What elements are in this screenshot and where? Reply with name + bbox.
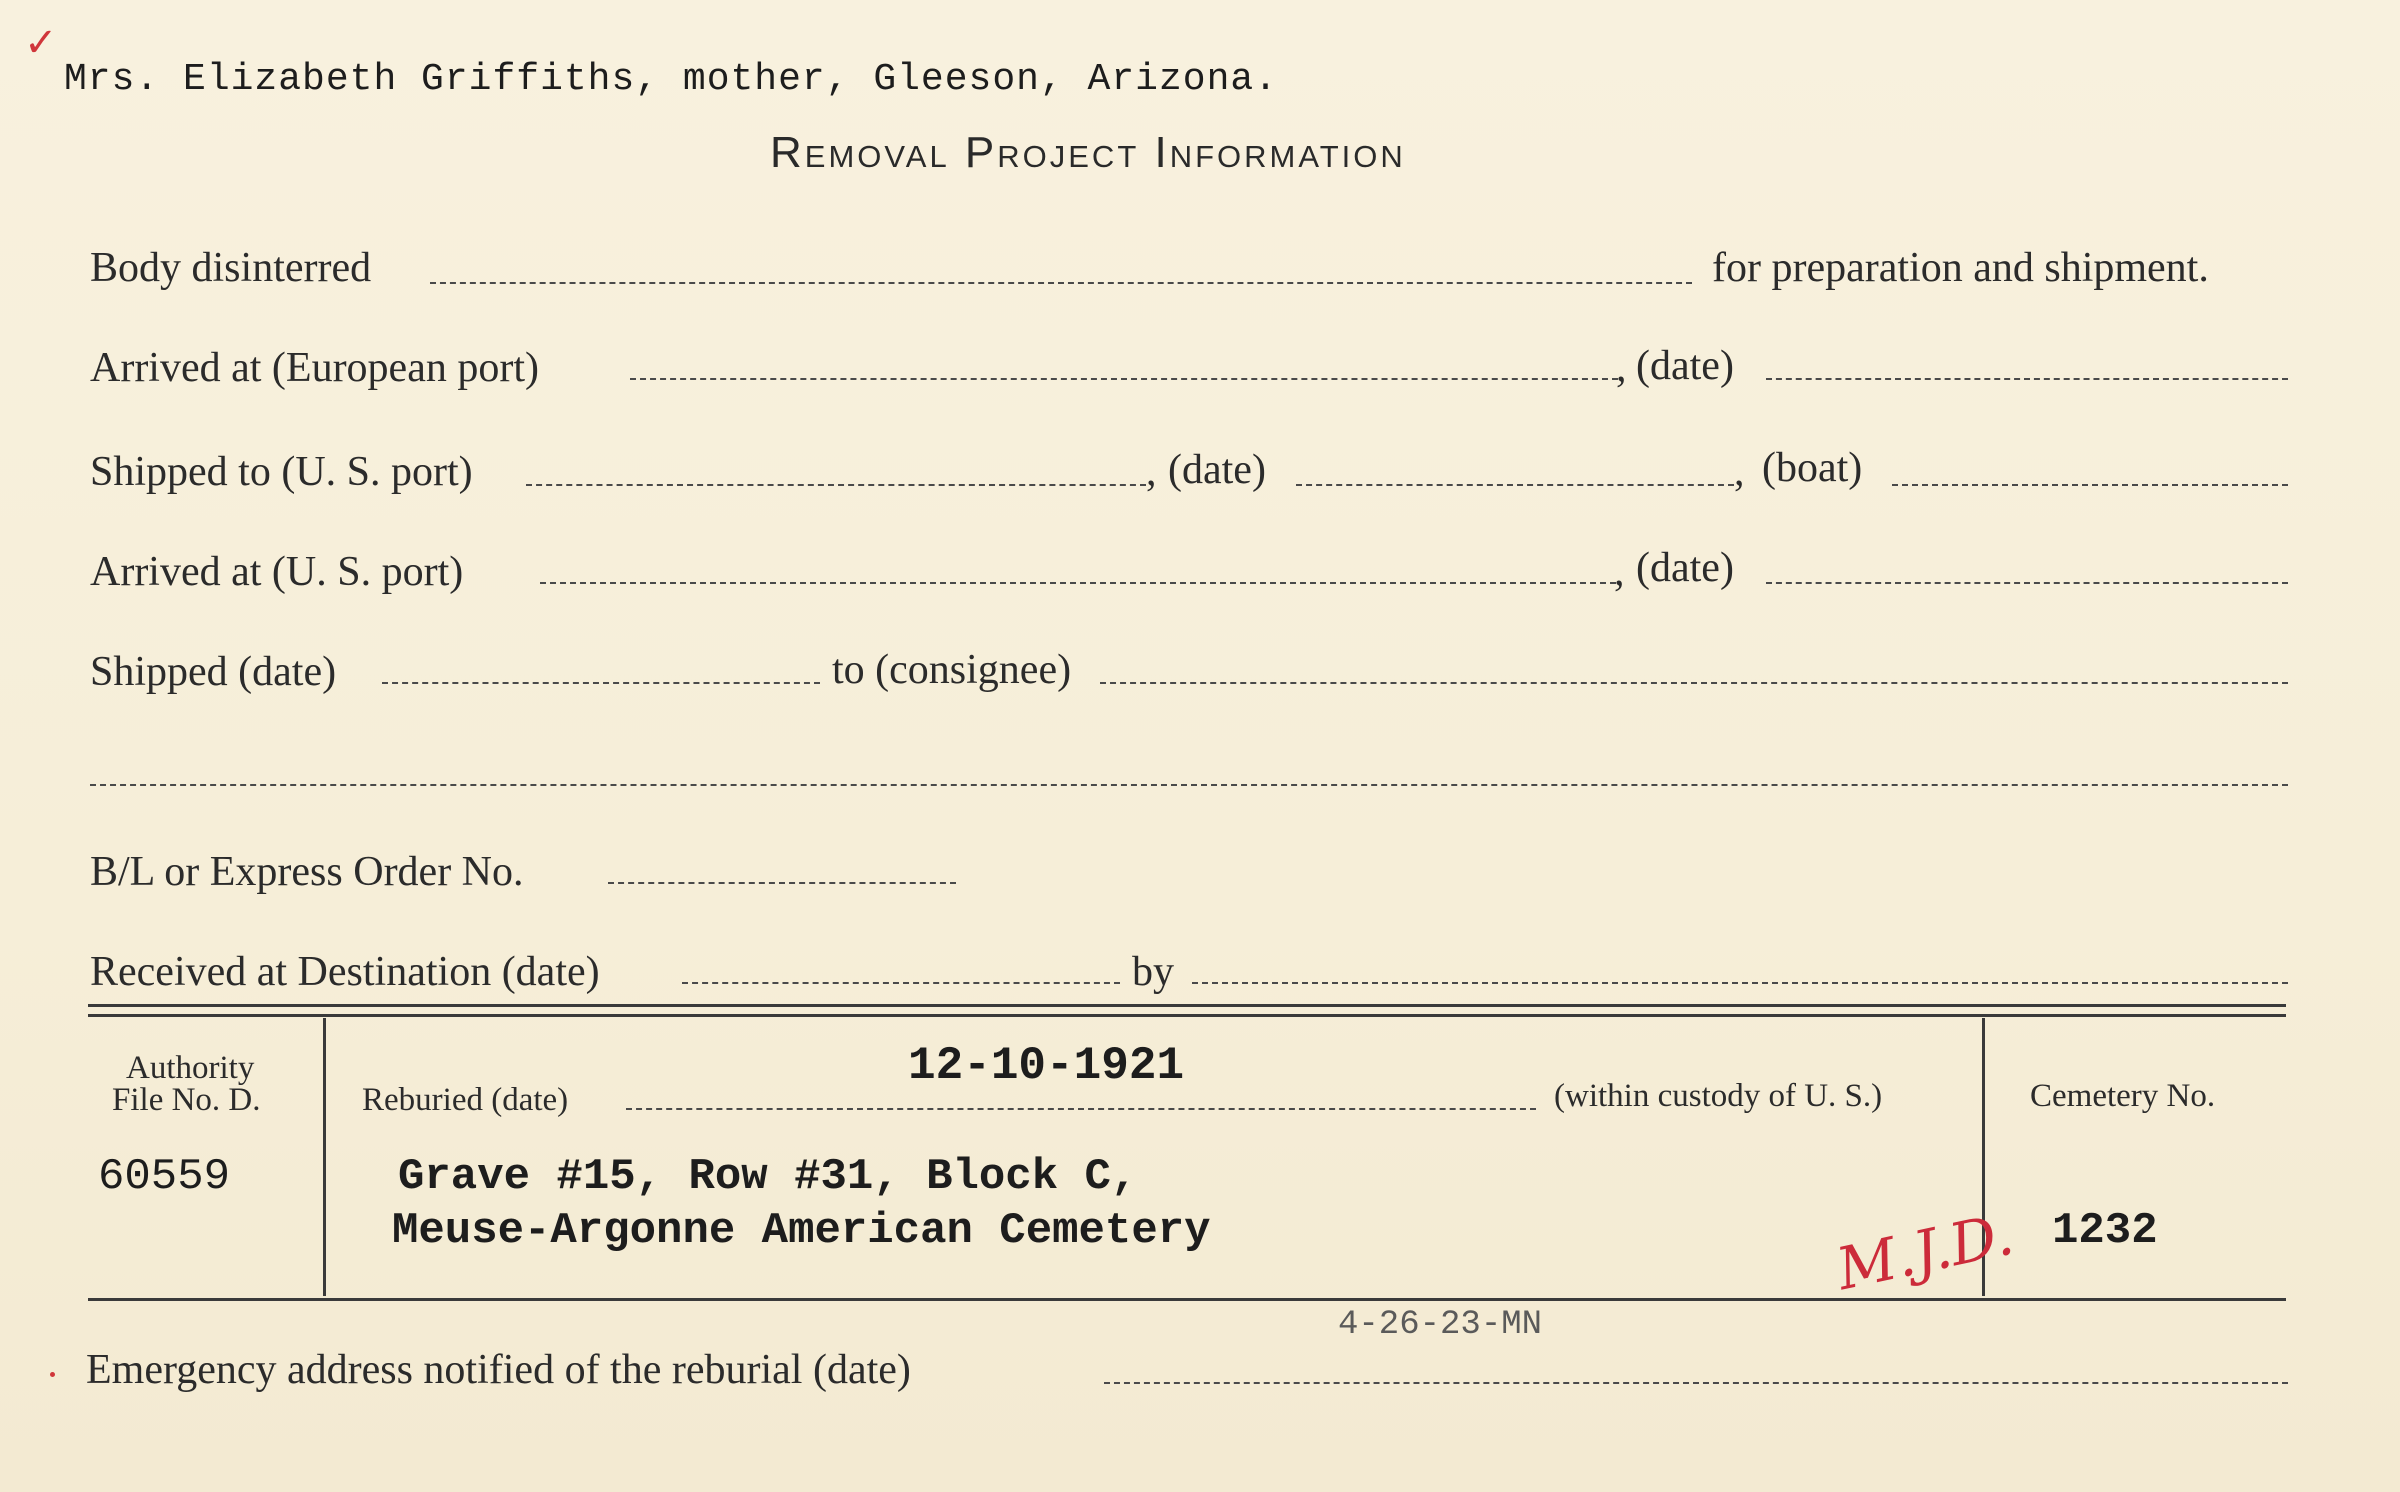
comma: , <box>1614 549 1625 595</box>
arrived-european-line <box>630 378 1618 380</box>
body-disinterred-label: Body disinterred <box>90 245 372 291</box>
emergency-date-line <box>1104 1382 2288 1384</box>
arrived-european-label: Arrived at (European port) <box>90 345 539 391</box>
shipped-date-label: (date) <box>1168 447 1266 493</box>
file-no-label: File No. D. <box>112 1082 261 1118</box>
authority-file-number: 60559 <box>98 1152 231 1202</box>
handwritten-initials: M.J.D. <box>1830 1199 2020 1304</box>
comma: , <box>1146 449 1157 495</box>
shipped-date-label-2: Shipped (date) <box>90 649 337 695</box>
arrived-us-date-label: (date) <box>1636 545 1734 591</box>
shipped-us-label: Shipped to (U. S. port) <box>90 449 473 495</box>
emergency-label: Emergency address notified of the reburial (date) <box>86 1347 911 1393</box>
arrived-us-label: Arrived at (U. S. port) <box>90 549 464 595</box>
grave-location-line-1: Grave #15, Row #31, Block C, <box>398 1152 1138 1202</box>
box-divider-left <box>323 1018 326 1296</box>
received-by-line <box>1192 982 2288 984</box>
received-label: Received at Destination (date) <box>90 949 600 995</box>
boat-label: (boat) <box>1762 445 1863 491</box>
arrived-us-date-line <box>1766 582 2288 584</box>
shipped-us-line <box>526 484 1146 486</box>
shipped-date-line-2 <box>382 682 820 684</box>
consignee-line-2 <box>90 784 2288 786</box>
european-date-line <box>1766 378 2288 380</box>
body-disinterred-line <box>430 282 1692 284</box>
box-bottom-rule <box>88 1298 2286 1301</box>
comma: , <box>1616 345 1627 391</box>
by-label: by <box>1132 949 1174 995</box>
reburied-label: Reburied (date) <box>362 1082 569 1118</box>
comma: , <box>1734 449 1745 495</box>
reburied-date: 12-10-1921 <box>908 1040 1185 1092</box>
to-consignee-label: to (consignee) <box>832 647 1072 693</box>
grave-location-line-2: Meuse-Argonne American Cemetery <box>392 1206 1211 1256</box>
card-title: Removal Project Information <box>770 128 1406 177</box>
for-preparation-label: for preparation and shipment. <box>1712 245 2209 291</box>
shipped-date-line <box>1296 484 1734 486</box>
authority-label: Authority <box>126 1050 255 1086</box>
check-mark: ✓ <box>24 21 58 65</box>
box-top-rule-2 <box>88 1014 2286 1017</box>
addressee-line: Mrs. Elizabeth Griffiths, mother, Gleeson, Arizona. <box>64 58 1278 101</box>
cemetery-no-label: Cemetery No. <box>2030 1078 2216 1114</box>
box-top-rule-1 <box>88 1004 2286 1007</box>
date-stamp: 4-26-23-MN <box>1338 1306 1543 1344</box>
bl-order-label: B/L or Express Order No. <box>90 849 524 895</box>
consignee-line <box>1100 682 2288 684</box>
arrived-us-line <box>540 582 1616 584</box>
bl-order-line <box>608 882 956 884</box>
cemetery-number: 1232 <box>2052 1206 2158 1256</box>
reburied-line <box>626 1108 1536 1110</box>
red-dot <box>50 1372 55 1377</box>
boat-line <box>1892 484 2288 486</box>
european-date-label: (date) <box>1636 343 1734 389</box>
received-date-line <box>682 982 1120 984</box>
custody-label: (within custody of U. S.) <box>1554 1078 1883 1114</box>
